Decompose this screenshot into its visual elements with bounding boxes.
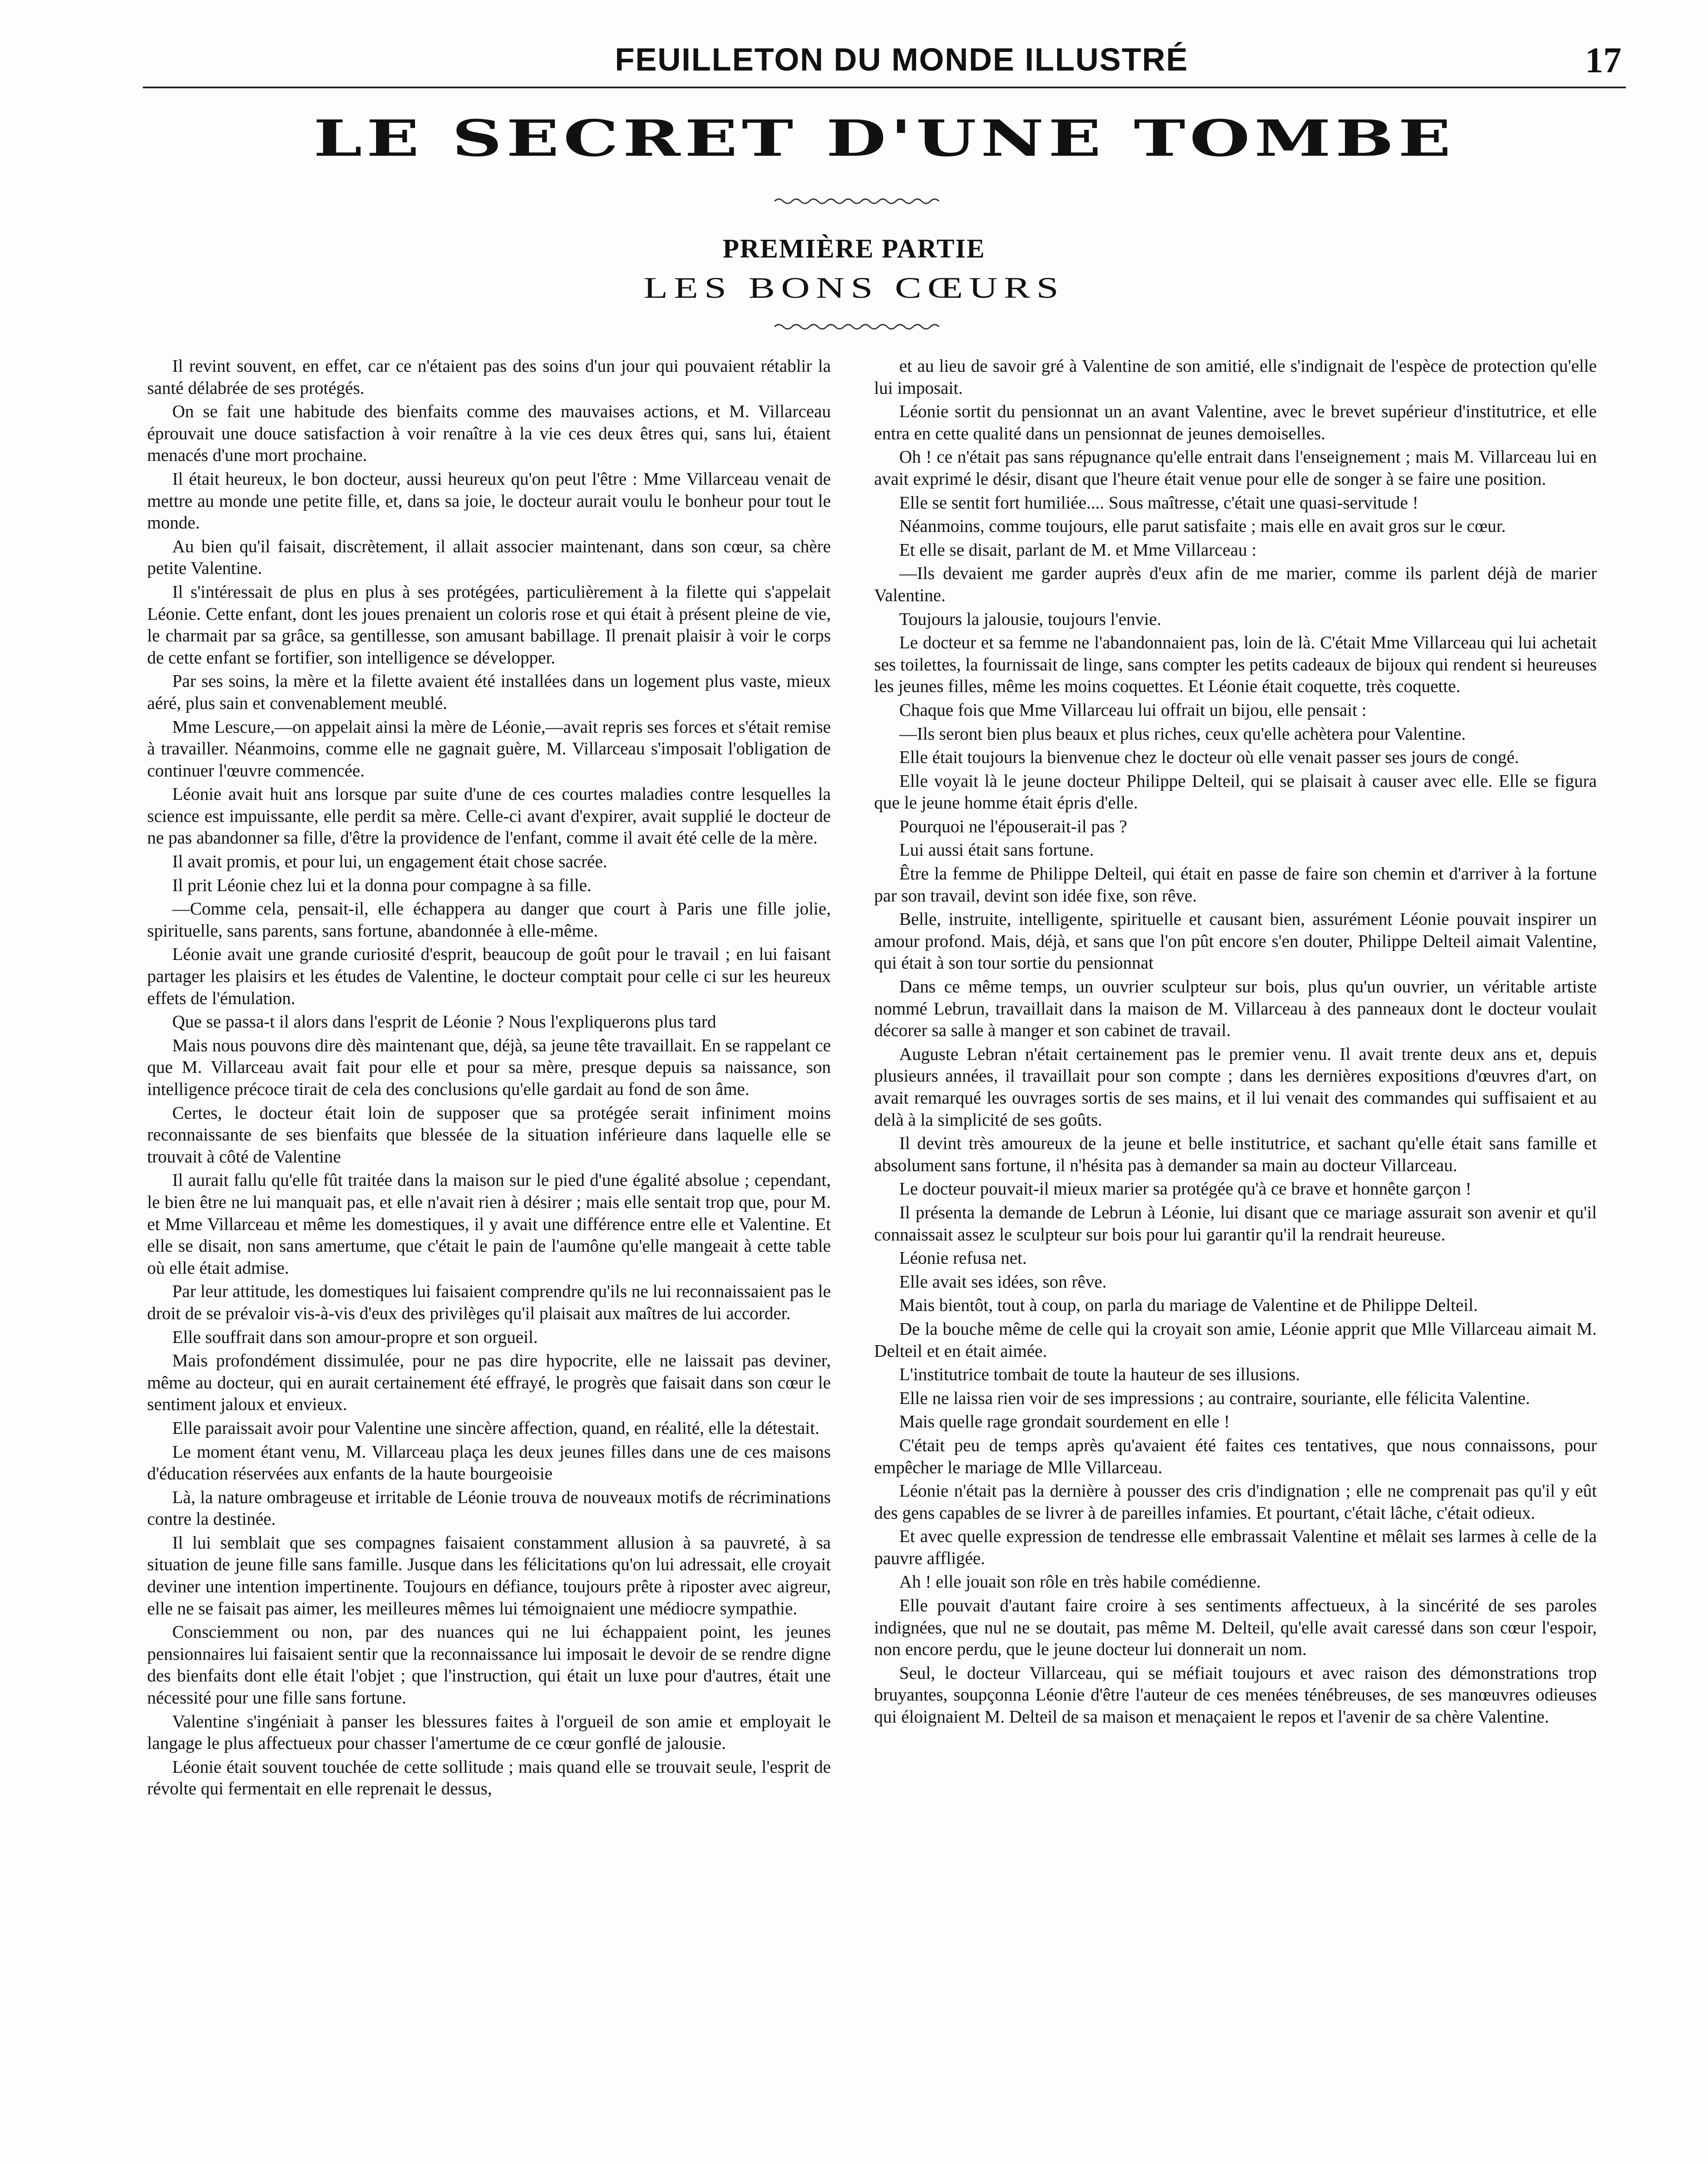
paragraph: Auguste Lebran n'était certainement pas le premier venu. Il avait trente deux ans et, depuis plusieurs années, il travaillait pour son compte ; dans les dernières expositions d'œuvres d'art, on avait remarqué les ouvrages sortis de ses mains, et il lui venait des commandes qui suffisaient et au delà à la simplicité de ses goûts. <box>874 1043 1597 1130</box>
paragraph: L'institutrice tombait de toute la hauteur de ses illusions. <box>899 1364 1300 1385</box>
paragraph: Elle avait ses idées, son rêve. <box>899 1271 1107 1291</box>
paragraph: —Comme cela, pensait-il, elle échappera au danger que court à Paris une fille jolie, spirituelle, sans parents, sans fortune, abandonnée à elle-même. <box>147 898 831 940</box>
paragraph: Elle voyait là le jeune docteur Philippe Delteil, qui se plaisait à causer avec elle. Elle se figura que le jeune homme était épris d'elle. <box>874 770 1597 813</box>
paragraph: Il aurait fallu qu'elle fût traitée dans la maison sur le pied d'une égalité absolue ; cependant, le bien être ne lui manquait pas, et elle n'avait rien à désirer ; mais elle sentait trop que, pour M. et Mme Villarceau et même les domestiques, il y avait une différence entre elle et Valentine. Et elle se disait, non sans amertume, que c'était le pain de l'aumône qu'elle mangeait à cette table où elle était admise. <box>147 1170 831 1278</box>
paragraph: Il avait promis, et pour lui, un engagement était chose sacrée. <box>172 851 608 872</box>
paragraph: Mais quelle rage grondait sourdement en elle ! <box>899 1411 1230 1432</box>
paragraph: Léonie refusa net. <box>899 1248 1027 1268</box>
paragraph: Et elle se disait, parlant de M. et Mme Villarceau : <box>899 539 1257 560</box>
paragraph: Il devint très amoureux de la jeune et belle institutrice, et sachant qu'elle était sans famille et absolument sans fortune, il n'hésita pas à demander sa main au docteur Villarceau. <box>874 1133 1597 1175</box>
paragraph: Valentine s'ingéniait à panser les blessures faites à l'orgueil de son amie et employait le langage le plus affectueux pour chasser l'amertume de ce cœur gonflé de jalousie. <box>147 1711 831 1753</box>
paragraph: Que se passa-t il alors dans l'esprit de Léonie ? Nous l'expliquerons plus tard <box>172 1011 717 1032</box>
paragraph: Par ses soins, la mère et la filette avaient été installées dans un logement plus vaste, mieux aéré, plus sain et convenablement meublé. <box>147 671 831 713</box>
paragraph: C'était peu de temps après qu'avaient été faites ces tentatives, que nous connaissons, pour empêcher le mariage de Mlle Villarceau. <box>874 1435 1597 1477</box>
paragraph: Par leur attitude, les domestiques lui faisaient comprendre qu'ils ne lui reconnaissaient pas le droit de se prévaloir vis-à-vis d'eux des privilèges qu'il plaisait aux maîtres de lui accorder. <box>147 1281 831 1323</box>
paragraph: Certes, le docteur était loin de supposer que sa protégée serait infiniment moins reconnaissante de ses bienfaits que blessée de la situation inférieure dans laquelle elle se trouvait à côté de Valentine <box>147 1102 831 1166</box>
part-label: PREMIÈRE PARTIE <box>722 234 986 264</box>
paragraph: Le moment étant venu, M. Villarceau plaça les deux jeunes filles dans une de ces maisons d'éducation réservées aux enfants de la haute bourgeoisie <box>147 1441 831 1484</box>
paragraph: Oh ! ce n'était pas sans répugnance qu'elle entrait dans l'enseignement ; mais M. Villarceau lui en avait exprimé le désir, disant que l'heure était venue pour elle de songer à se faire une position. <box>874 447 1597 489</box>
paragraph: Au bien qu'il faisait, discrètement, il allait associer maintenant, dans son cœur, sa chère petite Valentine. <box>147 536 831 578</box>
paragraph: Léonie sortit du pensionnat un an avant Valentine, avec le brevet supérieur d'institutrice, et elle entra en cette qualité dans un pensionnat de jeunes demoiselles. <box>874 401 1597 443</box>
paragraph: Léonie avait une grande curiosité d'esprit, beaucoup de goût pour le travail ; en lui faisant partager les plaisirs et les études de Valentine, le docteur comptait pour celle ci sur les heureux effets de l'émulation. <box>147 944 831 1008</box>
running-title: FEUILLETON DU MONDE ILLUSTRÉ <box>615 42 1188 77</box>
paragraph: Elle pouvait d'autant faire croire à ses sentiments affectueux, à la sincérité de ses paroles indignées, que nul ne se doutait, pas même M. Delteil, qu'elle avait caressé dans son cœur l'espoir, non encore perdu, que le jeune docteur lui donnerait un nom. <box>874 1595 1597 1659</box>
paragraph: Il lui semblait que ses compagnes faisaient constamment allusion à sa pauvreté, à sa situation de jeune fille sans famille. Jusque dans les félicitations qu'on lui adressait, elle croyait deviner une intention impertinente. Toujours en défiance, toujours prête à riposter avec aigreur, elle ne se faisait pas aimer, les meilleures mêmes lui témoignaient une médiocre sympathie. <box>147 1532 831 1618</box>
paragraph: Et avec quelle expression de tendresse elle embrassait Valentine et mêlait ses larmes à celle de la pauvre affligée. <box>874 1526 1597 1568</box>
paragraph: De la bouche même de celle qui la croyait son amie, Léonie apprit que Mlle Villarceau aimait M. Delteil et en était aimée. <box>874 1318 1597 1361</box>
page-number: 17 <box>1585 40 1621 81</box>
paragraph: Léonie avait huit ans lorsque par suite d'une de ces courtes maladies contre lesquelles la science est impuissante, elle perdit sa mère. Celle-ci avant d'expirer, avait supplié le docteur de ne pas abandonner sa fille, d'être la providence de l'enfant, comme il avait été celle de la mère. <box>147 784 831 848</box>
paragraph: Le docteur pouvait-il mieux marier sa protégée qu'à ce brave et honnête garçon ! <box>899 1179 1472 1199</box>
paragraph: Il prit Léonie chez lui et la donna pour compagne à sa fille. <box>172 875 592 895</box>
paragraph: Elle se sentit fort humiliée.... Sous maîtresse, c'était une quasi-servitude ! <box>899 492 1419 512</box>
main-title: LE SECRET D'UNE TOMBE <box>313 109 1455 168</box>
paragraph: Elle souffrait dans son amour-propre et son orgueil. <box>172 1327 538 1347</box>
paragraph: Lui aussi était sans fortune. <box>899 840 1094 860</box>
paragraph: Léonie était souvent touchée de cette sollitude ; mais quand elle se trouvait seule, l'esprit de révolte qui fermentait en elle reprenait le dessus, <box>147 1756 831 1799</box>
paragraph: Il était heureux, le bon docteur, aussi heureux qu'on peut l'être : Mme Villarceau venait de mettre au monde une petite fille, et, dans sa joie, le docteur aurait voulu le bonheur pour tout le monde. <box>147 468 831 533</box>
paragraph: Là, la nature ombrageuse et irritable de Léonie trouva de nouveaux motifs de récriminations contre la destinée. <box>147 1487 831 1529</box>
text-column-right <box>874 355 1597 1729</box>
paragraph: Le docteur et sa femme ne l'abandonnaient pas, loin de là. C'était Mme Villarceau qui lui achetait ses toilettes, la fournissait de linge, sans compter les petits cadeaux de bijoux qui rendent si heureuses les jeunes filles, même les moins coquettes. Et Léonie était coquette, très coquette. <box>874 632 1597 696</box>
header-rule <box>143 87 1626 88</box>
paragraph: —Ils devaient me garder auprès d'eux afin de me marier, comme ils parlent déjà de marier Valentine. <box>874 563 1597 605</box>
paragraph: et au lieu de savoir gré à Valentine de son amitié, elle s'indignait de l'espèce de protection qu'elle lui imposait. <box>874 356 1597 398</box>
paragraph: Ah ! elle jouait son rôle en très habile comédienne. <box>899 1571 1261 1592</box>
paragraph: Néanmoins, comme toujours, elle parut satisfaite ; mais elle en avait gros sur le cœur. <box>899 516 1506 536</box>
paragraph: Mais profondément dissimulée, pour ne pas dire hypocrite, elle ne laissait pas deviner, même au docteur, qui en aurait certainement été effrayé, le progrès que faisait dans son cœur le sentiment jaloux et envieux. <box>147 1350 831 1414</box>
paragraph: —Ils seront bien plus beaux et plus riches, ceux qu'elle achètera pour Valentine. <box>899 723 1466 744</box>
paragraph: On se fait une habitude des bienfaits comme des mauvaises actions, et M. Villarceau éprouvait une douce satisfaction à voir renaître à la vie ces deux êtres qui, sans lui, étaient menacés d'une mort prochaine. <box>147 401 831 465</box>
paragraph: Toujours la jalousie, toujours l'envie. <box>899 609 1161 629</box>
paragraph: Chaque fois que Mme Villarceau lui offrait un bijou, elle pensait : <box>899 699 1367 720</box>
paragraph: Mais bientôt, tout à coup, on parla du mariage de Valentine et de Philippe Delteil. <box>899 1295 1478 1315</box>
page-header <box>182 41 1621 80</box>
paragraph: Pourquoi ne l'épouserait-il pas ? <box>899 816 1127 836</box>
paragraph: Être la femme de Philippe Delteil, qui était en passe de faire son chemin et d'arriver à la fortune par son travail, devint son idée fixe, son rêve. <box>874 863 1597 905</box>
paragraph: Belle, instruite, intelligente, spirituelle et causant bien, assurément Léonie pouvait inspirer un amour profond. Mais, déjà, et sans que l'on pût encore s'en douter, Philippe Delteil aimait Valentine, qui était à son tour sortie du pensionnat <box>874 909 1597 973</box>
paragraph: Mais nous pouvons dire dès maintenant que, déjà, sa jeune tête travaillait. En se rappelant ce que M. Villarceau avait fait pour elle et pour sa mère, presque depuis sa naissance, son intelligence précoce tirait de cela des conclusions qu'elle gardait au fond de son âme. <box>147 1035 831 1099</box>
paragraph: Dans ce même temps, un ouvrier sculpteur sur bois, plus qu'un ouvrier, un véritable artiste nommé Lebrun, travaillait dans la maison de M. Villarceau à des panneaux dont le docteur voulait décorer sa salle à manger et son cabinet de travail. <box>874 976 1597 1040</box>
paragraph: Mme Lescure,—on appelait ainsi la mère de Léonie,—avait repris ses forces et s'était remise à travailler. Néanmoins, comme elle ne gagnait guère, M. Villarceau s'imposait l'obligation de continuer l'œuvre commencée. <box>147 716 831 780</box>
paragraph: Il s'intéressait de plus en plus à ses protégées, particulièrement à la filette qui s'appelait Léonie. Cette enfant, dont les joues prenaient un coloris rose et qui était à présent pleine de vie, le charmait par sa grâce, sa gentillesse, son amusant babillage. Il prenait plaisir à voir le corps de cette enfant se fortifier, son intelligence se développer. <box>147 581 831 667</box>
part-ornament <box>766 318 948 335</box>
paragraph: Consciemment ou non, par des nuances qui ne lui échappaient point, les jeunes pensionnaires lui faisaient sentir que la reconnaissance lui imposait le devoir de se rendre digne des bienfaits dont elle était l'objet ; que l'instruction, qui était un luxe pour d'autres, était une nécessité pour une fille sans fortune. <box>147 1622 831 1708</box>
paragraph: Il présenta la demande de Lebrun à Léonie, lui disant que ce mariage assurait son avenir et qu'il connaissait assez le sculpteur sur bois pour lui garantir qu'il la rendrait heureuse. <box>874 1202 1597 1244</box>
paragraph: Il revint souvent, en effet, car ce n'étaient pas des soins d'un jour qui pouvaient rétablir la santé délabrée de ses protégés. <box>147 356 831 398</box>
paragraph: Elle ne laissa rien voir de ses impressions ; au contraire, souriante, elle félicita Valentine. <box>899 1388 1530 1408</box>
text-column-left <box>147 355 831 1801</box>
paragraph: Elle était toujours la bienvenue chez le docteur où elle venait passer ses jours de congé. <box>899 747 1519 767</box>
paragraph: Seul, le docteur Villarceau, qui se méfiait toujours et avec raison des démonstrations trop bruyantes, soupçonna Léonie d'être l'auteur de ces menées ténébreuses, de ses manœuvres odieuses qui éloignaient M. Delteil de sa maison et menaçaient le repos et l'avenir de sa chère Valentine. <box>874 1662 1597 1727</box>
paragraph: Léonie n'était pas la dernière à pousser des cris d'indignation ; elle ne comprenait pas qu'il y eût des gens capables de se livrer à de pareilles infamies. Et pourtant, c'était lâche, c'était odieux. <box>874 1481 1597 1523</box>
title-ornament <box>766 193 948 210</box>
paragraph: Elle paraissait avoir pour Valentine une sincère affection, quand, en réalité, elle la détestait. <box>172 1417 820 1438</box>
part-title: LES BONS CŒURS <box>643 271 1065 304</box>
